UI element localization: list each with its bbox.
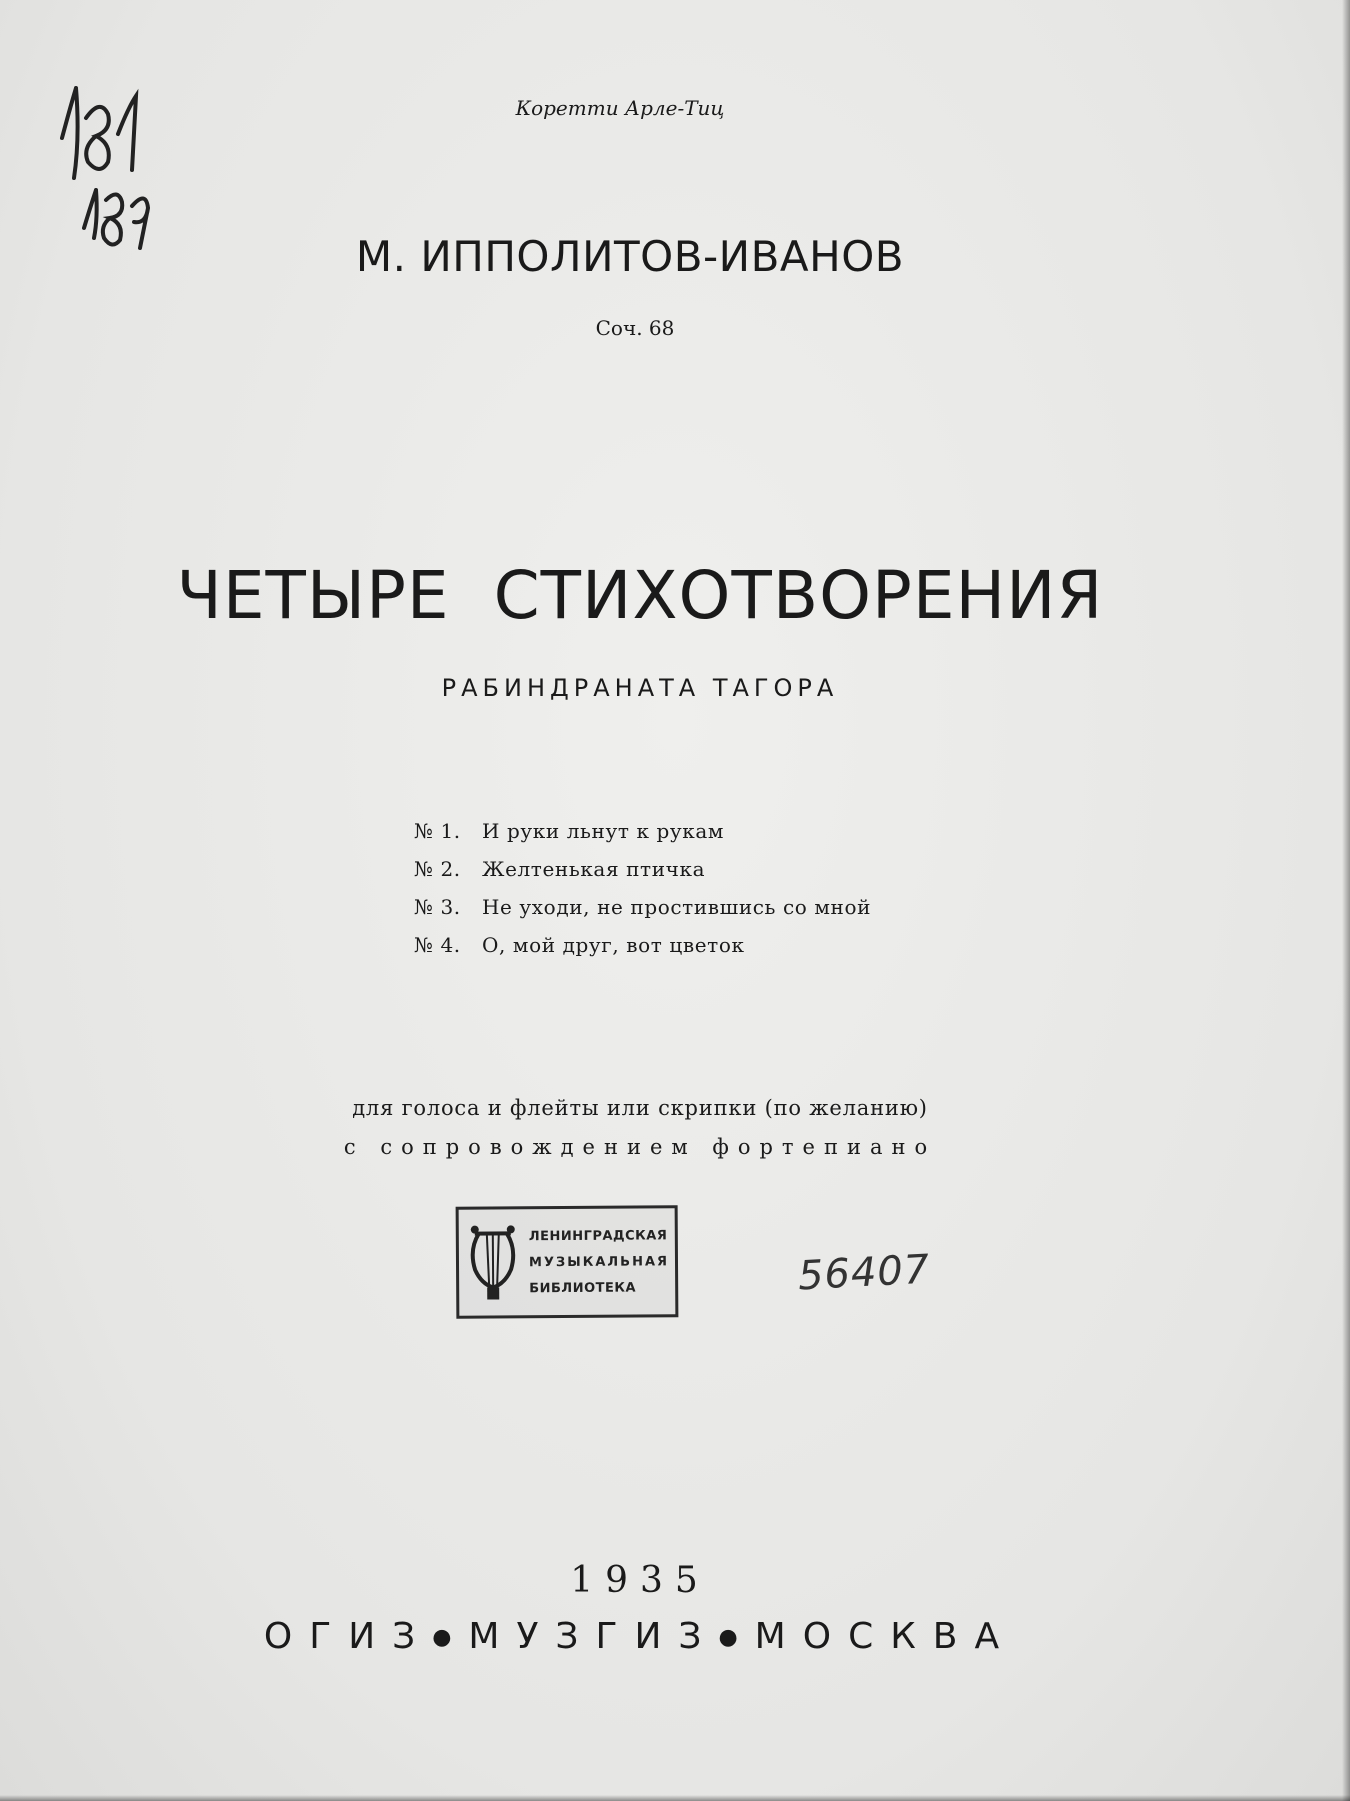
item-number: № 1. [414,819,461,843]
opus-number: Соч. 68 [595,316,675,340]
item-number: № 3. [414,895,461,919]
list-item [414,812,871,850]
lyre-icon [467,1219,520,1307]
separator-dot-icon: ● [718,1625,755,1650]
contents-list [414,812,871,964]
inventory-number: 56407 [796,1246,932,1300]
item-title: И руки льнут к рукам [482,819,725,843]
item-title: Желтенькая птичка [482,857,706,881]
page-bottom-shadow [0,1795,1350,1801]
publisher-line [160,1616,1120,1657]
page-edge-shadow [1342,0,1350,1801]
item-title: О, мой друг, вот цветок [482,933,745,957]
item-number: № 4. [414,933,461,957]
composer-name: М. ИППОЛИТОВ-ИВАНОВ [355,232,905,281]
stamp-line-3: БИБЛИОТЕКА [529,1280,637,1297]
publication-year: 1935 [570,1560,710,1601]
instrumentation-line-2: с сопровождением фортепиано [343,1135,937,1159]
item-number: № 2. [414,857,461,881]
list-item [414,926,871,964]
library-stamp [456,1205,679,1319]
stamp-line-2: МУЗЫКАЛЬНАЯ [528,1254,670,1271]
list-item [414,850,871,888]
separator-dot-icon: ● [432,1625,469,1650]
stamp-line-1: ЛЕНИНГРАДСКАЯ [528,1228,668,1245]
work-subtitle: РАБИНДРАНАТА ТАГОРА [441,674,839,702]
item-title: Не уходи, не простившись со мной [482,895,872,919]
publisher-part-1: ОГИЗ [263,1616,433,1657]
list-item [414,888,871,926]
handwritten-shelf-mark [56,78,156,258]
work-title: ЧЕТЫРЕ СТИХОТВОРЕНИЯ [176,557,1104,634]
publisher-part-3: МОСКВА [754,1616,1017,1657]
dedication: Коретти Арле-Тиц [515,96,725,120]
instrumentation-line-1: для голоса и флейты или скрипки (по желанию) [352,1096,928,1120]
publisher-part-2: МУЗГИЗ [468,1616,719,1657]
